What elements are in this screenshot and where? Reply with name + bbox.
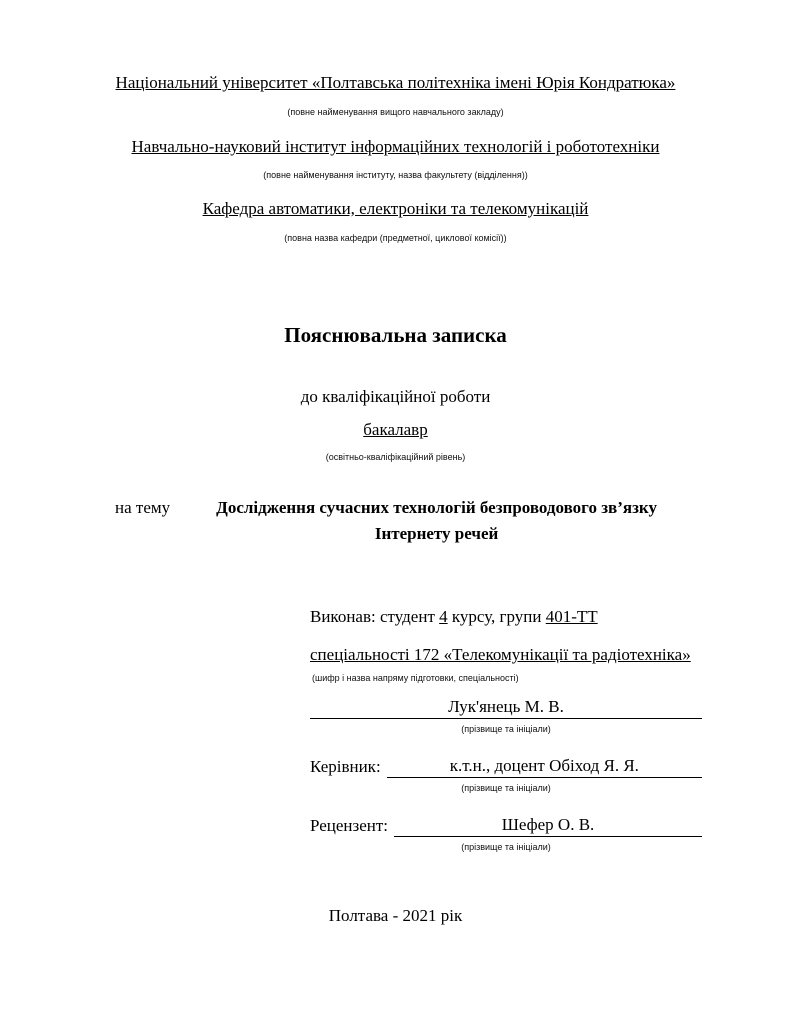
specialty-line: спеціальності 172 «Телекомунікації та радіотехніка» [310, 645, 691, 664]
degree-caption: (освітньо-кваліфікаційний рівень) [325, 452, 466, 462]
institute-caption: (повне найменування інституту, назва факультету (відділення)) [263, 170, 528, 180]
supervisor-caption: (прізвище та ініціали) [461, 783, 551, 793]
institute-name: Навчально-науковий інститут інформаційних технологій і робототехніки [131, 137, 660, 156]
university-name: Національний університет «Полтавська політехніка імені Юрія Кондратюка» [115, 73, 676, 92]
topic-block [90, 495, 703, 547]
specialty-caption: (шифр і назва напряму підготовки, спеціальності) [312, 673, 519, 683]
department-name: Кафедра автоматики, електроніки та телекомунікацій [202, 199, 589, 218]
topic-title-line2: Інтернету речей [374, 524, 499, 543]
performed-prefix: Виконав: студент [310, 607, 440, 626]
reviewer-label: Рецензент: [310, 816, 389, 835]
university-caption: (повне найменування вищого навчального закладу) [287, 107, 504, 117]
topic-title-line1: Дослідження сучасних технологій безпроводового зв’язку [216, 498, 657, 517]
reviewer-caption: (прізвище та ініціали) [461, 842, 551, 852]
supervisor-name: к.т.н., доцент Обіход Я. Я. [387, 755, 702, 778]
supervisor-label: Керівник: [310, 757, 381, 776]
topic-label: на тему [115, 498, 171, 517]
student-group: 401-ТТ [545, 607, 598, 626]
degree-level: бакалавр [363, 420, 428, 439]
performed-middle: курсу, групи [447, 607, 546, 626]
department-caption: (повна назва кафедри (предметної, циклової комісії)) [284, 233, 507, 243]
student-signature-row [310, 696, 702, 719]
student-course: 4 [439, 607, 448, 626]
main-title: Пояснювальна записка [284, 323, 507, 347]
supervisor-signature-row [310, 755, 702, 778]
executor-line [310, 606, 702, 628]
student-name-caption: (прізвище та ініціали) [461, 724, 551, 734]
reviewer-signature-row [310, 814, 702, 837]
footer-city-year: Полтава - 2021 рік [328, 906, 463, 925]
student-name: Лук'янець М. В. [310, 696, 702, 719]
work-type: до кваліфікаційної роботи [300, 387, 491, 406]
executor-block [310, 606, 702, 853]
topic-title [170, 495, 703, 547]
reviewer-name: Шефер О. В. [394, 814, 702, 837]
